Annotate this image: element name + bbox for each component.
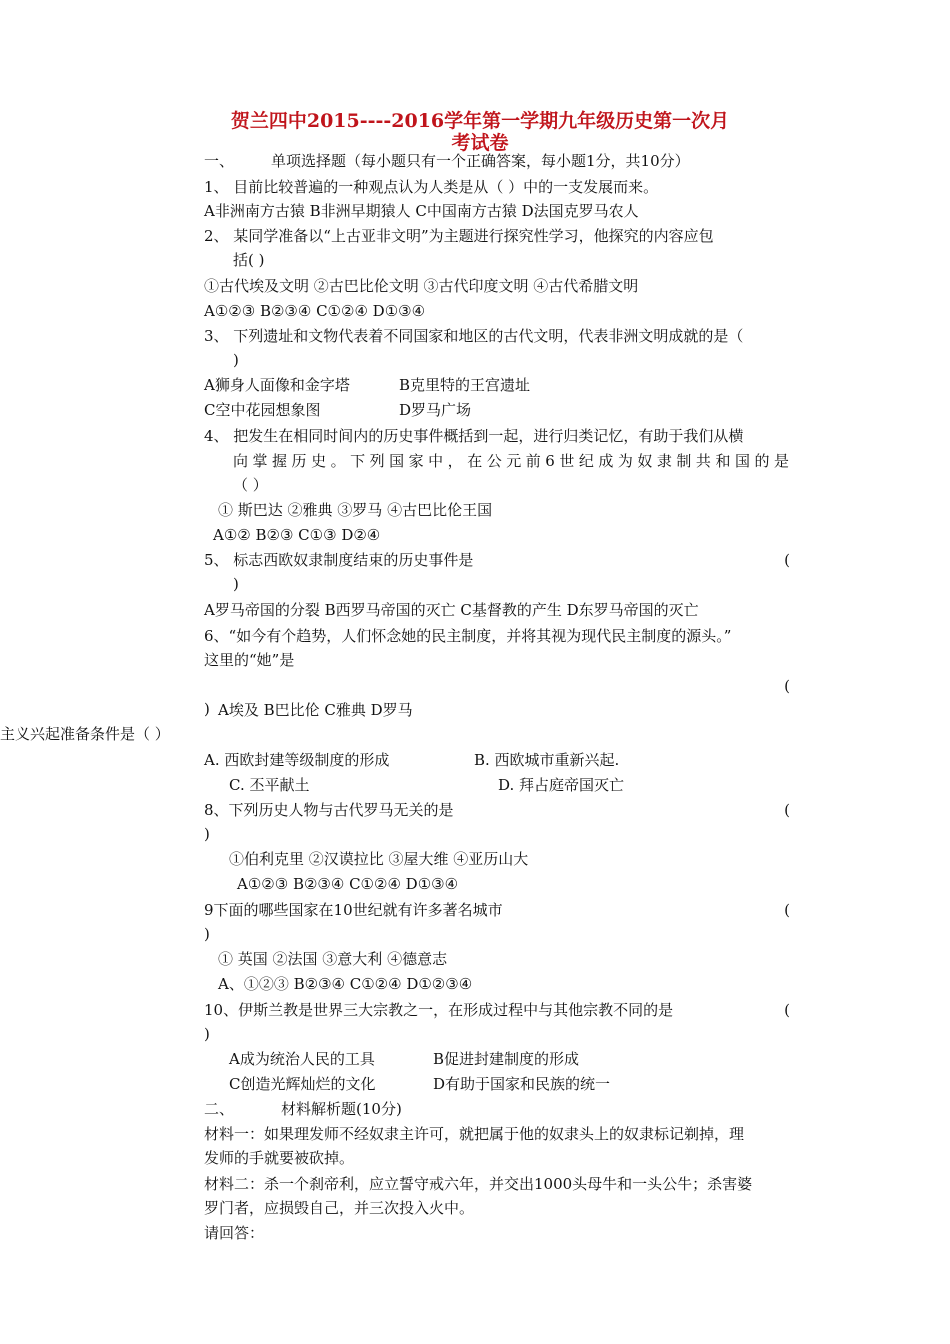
q10-paren-close: ) (204, 1025, 210, 1043)
q4-options: A①② B②③ C①③ D②④ (213, 526, 381, 544)
q4-stem-line1: 4、 把发生在相同时间内的历史事件概括到一起，进行归类记忆，有助于我们从横 (204, 427, 744, 445)
q10-paren-open: ( (784, 1001, 790, 1019)
q3-option-d: D罗马广场 (399, 401, 472, 419)
q7-option-d: D. 拜占庭帝国灭亡 (498, 776, 625, 794)
q10-option-d: D有助于国家和民族的统一 (433, 1075, 611, 1093)
material2-line1: 材料二：杀一个刹帝利，应立誓守戒六年，并交出1000头母牛和一头公牛；杀害婆 (204, 1175, 753, 1193)
q10-option-a: A成为统治人民的工具 (229, 1050, 375, 1068)
q5-options: A罗马帝国的分裂 B西罗马帝国的灭亡 C基督教的产生 D东罗马帝国的灭亡 (204, 601, 699, 619)
q8-options: A①②③ B②③④ C①②④ D①③④ (237, 875, 459, 893)
q9-options: A、①②③ B②③④ C①②④ D①②③④ (218, 975, 473, 993)
material1-line1: 材料一：如果理发师不经奴隶主许可，就把属于他的奴隶头上的奴隶标记剃掉，理 (204, 1125, 745, 1143)
q2-items: ①古代埃及文明 ②古巴比伦文明 ③古代印度文明 ④古代希腊文明 (204, 277, 639, 295)
q6-options: A埃及 B巴比伦 C雅典 D罗马 (218, 701, 413, 719)
q9-stem: 9下面的哪些国家在10世纪就有许多著名城市 (204, 901, 503, 919)
q7-option-c: C. 丕平献土 (229, 776, 310, 794)
q6-stem-line2: 这里的“她”是 (204, 651, 295, 669)
q6-paren-close: ) (204, 700, 210, 718)
q5-stem: 5、 标志西欧奴隶制度结束的历史事件是 (204, 551, 474, 569)
q9-paren-open: ( (784, 901, 790, 919)
q8-items: ①伯利克里 ②汉谟拉比 ③屋大维 ④亚历山大 (229, 850, 529, 868)
section2-number: 二、 (204, 1100, 235, 1118)
q3-stem-line1: 3、 下列遗址和文物代表着不同国家和地区的古代文明，代表非洲文明成就的是（ (204, 327, 744, 345)
q2-stem-line2: 括( ) (233, 251, 265, 269)
q3-option-a: A狮身人面像和金字塔 (204, 376, 350, 394)
q8-paren-open: ( (784, 801, 790, 819)
q8-paren-close: ) (204, 825, 210, 843)
q5-paren-close: ) (233, 575, 239, 593)
q3-option-c: C空中花园想象图 (204, 401, 321, 419)
q3-stem-line2: ) (233, 351, 239, 369)
exam-title-line2: 考试卷 (451, 132, 509, 154)
q4-items: ① 斯巴达 ②雅典 ③罗马 ④古巴比伦王国 (218, 501, 493, 519)
section1-number: 一、 (204, 152, 235, 170)
q9-paren-close: ) (204, 925, 210, 943)
q6-paren-open: ( (784, 677, 790, 695)
q7-stem-fragment: 主义兴起准备条件是（ ） (0, 725, 170, 743)
q1-stem: 1、 目前比较普遍的一种观点认为人类是从（ ）中的一支发展而来。 (204, 178, 659, 196)
q4-stem-line2: 向掌握历史。下列国家中，在公元前6世纪成为奴隶制共和国的是 (233, 452, 789, 470)
q10-option-b: B促进封建制度的形成 (433, 1050, 580, 1068)
q9-items: ① 英国 ②法国 ③意大利 ④德意志 (218, 950, 448, 968)
section2-title: 材料解析题(10分) (281, 1100, 402, 1118)
q3-option-b: B克里特的王宫遗址 (399, 376, 531, 394)
q7-option-a: A. 西欧封建等级制度的形成 (204, 751, 390, 769)
q7-option-b: B. 西欧城市重新兴起. (474, 751, 620, 769)
q8-stem: 8、下列历史人物与古代罗马无关的是 (204, 801, 454, 819)
q6-stem-line1: 6、“如今有个趋势，人们怀念她的民主制度，并将其视为现代民主制度的源头。” (204, 627, 732, 645)
q2-options: A①②③ B②③④ C①②④ D①③④ (204, 302, 426, 320)
exam-title-line1: 贺兰四中2015----2016学年第一学期九年级历史第一次月 (230, 110, 730, 132)
q10-option-c: C创造光辉灿烂的文化 (229, 1075, 376, 1093)
q10-stem: 10、伊斯兰教是世界三大宗教之一，在形成过程中与其他宗教不同的是 (204, 1001, 674, 1019)
q1-options: A非洲南方古猿 B非洲早期猿人 C中国南方古猿 D法国克罗马农人 (204, 202, 639, 220)
material2-line2: 罗门者，应损毁自己，并三次投入火中。 (204, 1199, 475, 1217)
q2-stem-line1: 2、 某同学准备以“上古亚非文明”为主题进行探究性学习，他探究的内容应包 (204, 227, 714, 245)
q5-paren-open: ( (784, 551, 790, 569)
material1-line2: 发师的手就要被砍掉。 (204, 1149, 355, 1167)
section1-title: 单项选择题（每小题只有一个正确答案，每小题1分，共10分） (271, 152, 690, 170)
answer-prompt: 请回答： (204, 1224, 265, 1242)
q4-stem-line3: （ ） (233, 476, 268, 494)
